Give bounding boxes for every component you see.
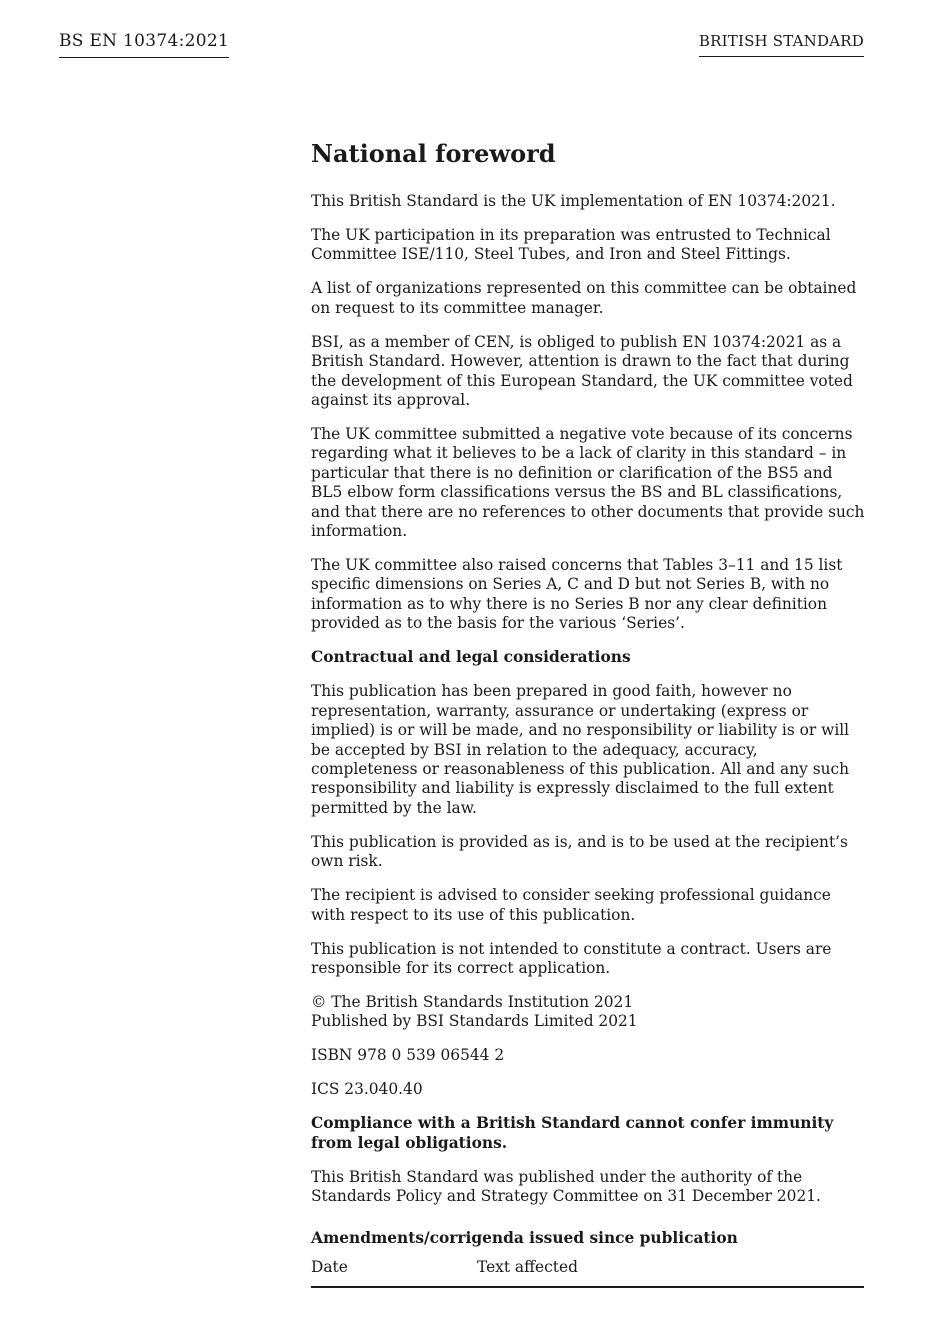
isbn: ISBN 978 0 539 06544 2 [311, 1046, 505, 1065]
copyright-block [311, 993, 867, 1032]
document-type: BRITISH STANDARD [699, 32, 864, 57]
paragraph-series-concerns: The UK committee also raised concerns that Tables 3–11 and 15 list specific dimensions on Series A, C and D but not Series B, with no information as to why there is no Series B nor any clear definition provided as to the basis for the various ‘Series’. [311, 556, 843, 633]
copyright-line: © The British Standards Institution 2021 [311, 992, 634, 1011]
publisher-line: Published by BSI Standards Limited 2021 [311, 1012, 638, 1031]
paragraph-participation: The UK participation in its preparation was entrusted to Technical Committee ISE/110, Steel Tubes, and Iron and Steel Fittings. [311, 226, 831, 264]
paragraph-good-faith: This publication has been prepared in good faith, however no representation, warranty, assurance or undertaking (express or implied) is or will be made, and no responsibility or liability is or will be accepted by BSI in relation to the adequacy, accuracy, completeness or reasonableness of this publication. All and any such responsibility and liability is expressly disclaimed to the full extent permitted by the law. [311, 682, 850, 817]
paragraph-not-contract: This publication is not intended to constitute a contract. Users are responsible for its correct application. [311, 939, 832, 977]
paragraph-own-risk: This publication is provided as is, and is to be used at the recipient’s own risk. [311, 832, 848, 871]
paragraph-implementation: This British Standard is the UK implementation of EN 10374:2021. [311, 192, 836, 210]
paragraph-guidance: The recipient is advised to consider seeking professional guidance with respect to its use of this publication. [311, 886, 831, 924]
paragraph-organizations: A list of organizations represented on this committee can be obtained on request to its committee manager. [311, 279, 857, 317]
contractual-heading: Contractual and legal considerations [311, 648, 631, 667]
ics-code: ICS 23.040.40 [311, 1080, 423, 1099]
page-title: National foreword [311, 139, 556, 168]
authority-statement: This British Standard was published under the authority of the Standards Policy and Strategy Committee on 31 December 2021. [311, 1167, 821, 1206]
column-header-date: Date [311, 1257, 348, 1276]
paragraph-cen-obligation: BSI, as a member of CEN, is obliged to publish EN 10374:2021 as a British Standard. However, attention is drawn to the fact that during the development of this European Standard, the UK committee voted against its approval. [311, 332, 853, 410]
document-id: BS EN 10374:2021 [59, 31, 229, 58]
amendments-table [311, 1258, 864, 1288]
compliance-statement: Compliance with a British Standard cannot confer immunity from legal obligations. [311, 1114, 834, 1152]
amendments-heading: Amendments/corrigenda issued since publication [311, 1228, 738, 1247]
paragraph-negative-vote: The UK committee submitted a negative vote because of its concerns regarding what it believes to be a lack of clarity in this standard – in particular that there is no definition or clarification of the BS5 and BL5 elbow form classifications versus the BS and BL classifications, and that there are no references to other documents that provide such information. [311, 425, 865, 541]
column-header-text-affected: Text affected [477, 1257, 578, 1276]
foreword-body [311, 138, 867, 1288]
